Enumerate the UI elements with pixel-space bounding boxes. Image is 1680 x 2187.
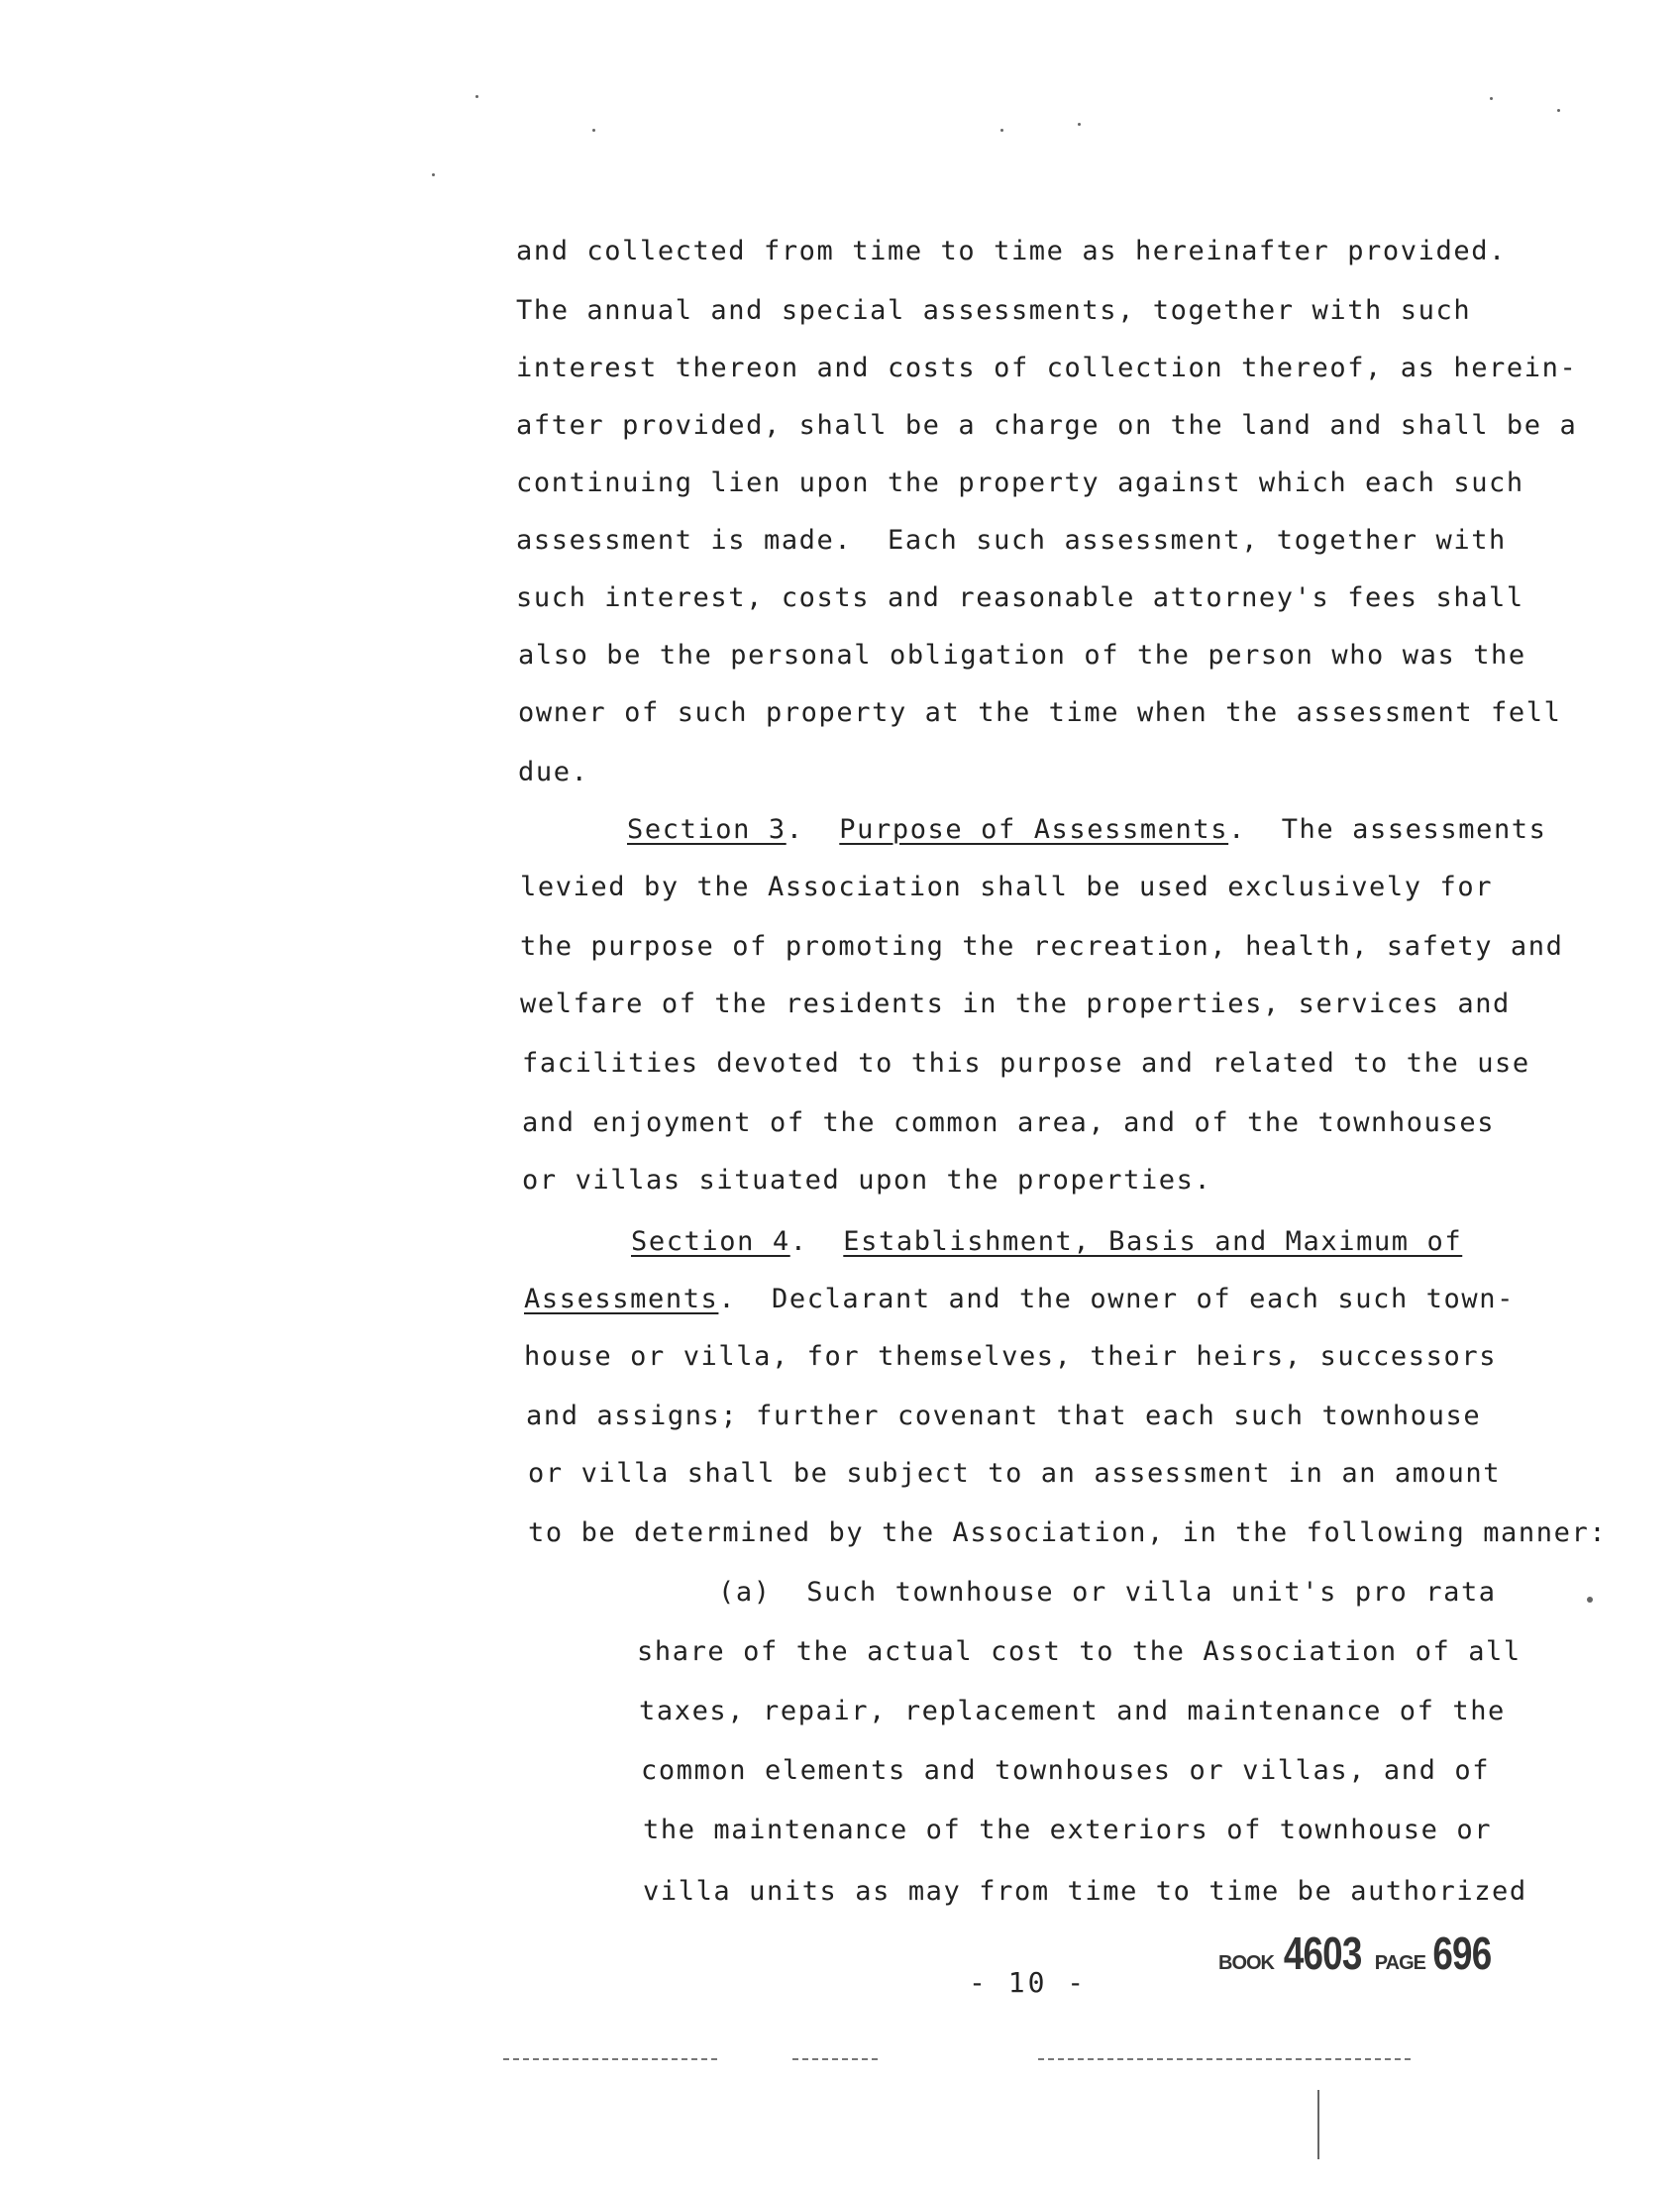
item-a-line: common elements and townhouses or villas, and of bbox=[641, 1755, 1491, 1786]
stamp-page-label: PAGE bbox=[1374, 1952, 1425, 1974]
item-a-label: (a) bbox=[718, 1577, 772, 1608]
body-line: and assigns; further covenant that each such townhouse bbox=[526, 1401, 1482, 1431]
item-a-line: taxes, repair, replacement and maintenance of the bbox=[639, 1696, 1506, 1726]
section-3-number: Section 3 bbox=[627, 814, 787, 845]
body-line: continuing lien upon the property against which each such bbox=[516, 468, 1524, 498]
section-3-lead: The assessments bbox=[1281, 814, 1547, 845]
scan-speck bbox=[592, 129, 595, 132]
body-line: or villa shall be subject to an assessment in an amount bbox=[528, 1458, 1502, 1489]
scan-speck bbox=[1000, 129, 1003, 132]
section-4-title-cont: Assessments bbox=[524, 1284, 719, 1314]
section-4-lead: Declarant and the owner of each such town- bbox=[772, 1284, 1515, 1314]
body-line: assessment is made. Each such assessment, together with bbox=[516, 525, 1507, 556]
body-line: welfare of the residents in the properties, services and bbox=[520, 989, 1511, 1019]
body-line: The annual and special assessments, together with such bbox=[516, 295, 1472, 326]
body-line: and enjoyment of the common area, and of the townhouses bbox=[522, 1107, 1496, 1138]
item-a-first-line bbox=[718, 1577, 1497, 1609]
body-line: and collected from time to time as hereinafter provided. bbox=[516, 236, 1507, 266]
section-4-heading-line-2: Assessments. Declarant and the owner of each such town- bbox=[524, 1284, 1515, 1314]
stamp-book-number: 4603 bbox=[1283, 1927, 1362, 1979]
scan-speck bbox=[1490, 97, 1493, 100]
body-line: due. bbox=[518, 757, 589, 787]
item-a-line: share of the actual cost to the Association of all bbox=[637, 1636, 1522, 1667]
body-line: after provided, shall be a charge on the land and shall be a bbox=[516, 410, 1578, 441]
stamp-page-number: 696 bbox=[1432, 1927, 1492, 1979]
section-3-heading-line: Section 3. Purpose of Assessments. The assessments bbox=[627, 814, 1547, 845]
page-number: - 10 - bbox=[969, 1966, 1088, 1999]
section-4-heading-line: Section 4. Establishment, Basis and Maximum of bbox=[631, 1226, 1463, 1257]
scan-edge-mark bbox=[1038, 2058, 1415, 2060]
scan-speck bbox=[1317, 2090, 1319, 2159]
scan-edge-mark bbox=[792, 2058, 882, 2060]
section-4-title: Establishment, Basis and Maximum of bbox=[843, 1226, 1463, 1257]
scan-speck bbox=[1078, 123, 1081, 126]
scan-speck bbox=[475, 95, 478, 98]
body-line: the purpose of promoting the recreation, health, safety and bbox=[520, 931, 1564, 962]
section-4-number: Section 4 bbox=[631, 1226, 790, 1257]
body-line: house or villa, for themselves, their heirs, successors bbox=[524, 1341, 1498, 1372]
body-line: or villas situated upon the properties. bbox=[522, 1165, 1212, 1196]
item-a-line: the maintenance of the exteriors of townhouse or bbox=[643, 1815, 1493, 1845]
scan-speck bbox=[432, 173, 435, 176]
body-line: levied by the Association shall be used exclusively for bbox=[520, 872, 1494, 902]
body-line: owner of such property at the time when the assessment fell bbox=[518, 697, 1562, 728]
body-line: such interest, costs and reasonable attorney's fees shall bbox=[516, 582, 1524, 613]
section-3-title: Purpose of Assessments bbox=[839, 814, 1229, 845]
body-line: to be determined by the Association, in the following manner: bbox=[528, 1517, 1608, 1548]
body-line: facilities devoted to this purpose and related to the use bbox=[522, 1048, 1530, 1079]
body-line: also be the personal obligation of the person who was the bbox=[518, 640, 1526, 671]
scan-speck bbox=[1587, 1597, 1593, 1603]
item-a-line: villa units as may from time to time be authorized bbox=[643, 1876, 1527, 1907]
body-line: interest thereon and costs of collection thereof, as herein- bbox=[516, 353, 1578, 383]
item-a-first: Such townhouse or villa unit's pro rata bbox=[806, 1577, 1497, 1608]
scan-edge-mark bbox=[503, 2058, 721, 2060]
scan-speck bbox=[1557, 109, 1560, 112]
book-page-stamp bbox=[1218, 1927, 1499, 1980]
stamp-book-label: BOOK bbox=[1218, 1952, 1274, 1974]
